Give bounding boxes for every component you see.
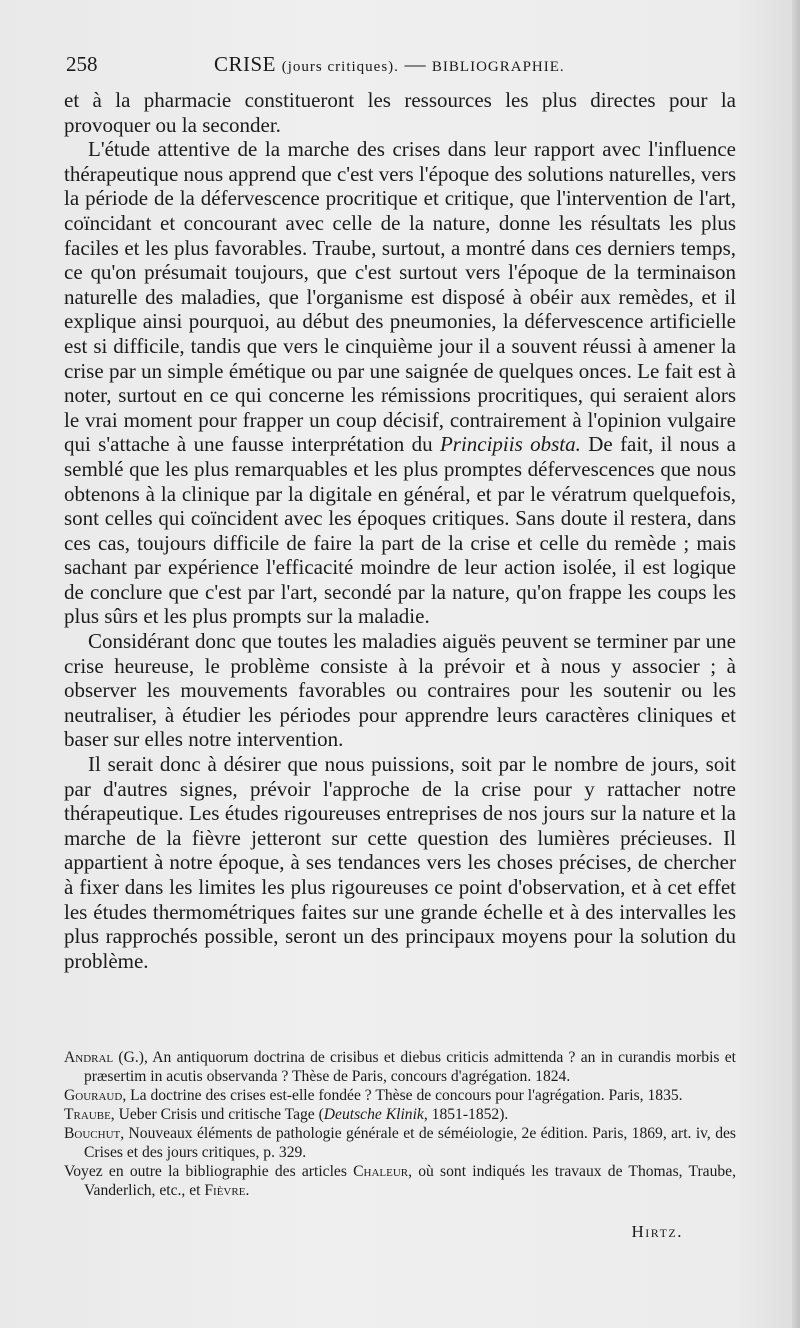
bibliography-entry [64,1162,736,1200]
entry-text: La doctrine des crises est-elle fondée ? Thèse de concours pour l'agrégation. Paris, 1835. [126,1087,683,1104]
latin-phrase: Principiis obsta. [439,432,581,457]
paragraph [64,137,736,629]
entry-author: Andral (G.), [64,1049,148,1066]
entry-author: Traube, [64,1106,115,1123]
entry-end: . [245,1182,250,1199]
paragraph-text: De fait, il nous a semblé que les plus remarquables et les plus promptes défervescences que nous obtenons à la clinique par la digitale en général, et par le vératrum quelquefois, sont celles qui coïncident avec les époques critiques. Sans doute il restera, dans ces cas, toujours difficile de faire la part de la crise et celle du remède ; mais sachant par expérience l'efficacité moindre de leur action isolée, il est logique de conclure que c'est par l'art, secondé par la nature, qu'on frappe les coups les plus sûrs et les plus prompts sur la maladie. [64,432,737,629]
entry-author: Bouchut, [64,1125,125,1142]
paragraph: Considérant donc que toutes les maladies aiguës peuvent se terminer par une crise heureuse, le problème consiste à la prévoir et à nous y associer ; à observer les mouvements favorables ou contraires pour les soutenir ou les neutraliser, à étudier les périodes pour apprendre leurs caractères cliniques et baser sur elles notre intervention. [64,629,736,752]
entry-journal: Deutsche Klinik [323,1106,424,1123]
entry-text: Ueber Crisis und critische Tage ( [114,1106,324,1123]
entry-ref: Fièvre [204,1182,246,1199]
entry-text: Voyez en outre la bibliographie des articles [64,1163,354,1180]
running-title [214,52,565,77]
entry-tail: , 1851-1852). [423,1106,509,1123]
bibliography-entry [64,1124,736,1162]
running-header [64,52,736,82]
page-edge [792,0,800,1328]
paragraph-text: L'étude attentive de la marche des crises dans leur rapport avec l'influence thérapeutique nous apprend que c'est vers l'époque des solutions naturelles, vers la période de la défervescence procritique et critique, que l'intervention de l'art, coïncidant et concourant avec celle de la nature, donne les résultats les plus faciles et les plus favorables. Traube, surtout, a montré dans ces derniers temps, ce qu'on présumait toujours, que c'est surtout vers l'époque de la terminaison naturelle des maladies, que l'organisme est disposé à obéir aux remèdes, et il explique ainsi pourquoi, au début des pneumonies, la défervescence artificielle est si difficile, tandis que vers le cinquième jour il a souvent réussi à amener la crise par un simple émétique ou par une saignée de quelques onces. Le fait est à noter, surtout en ce qui concerne les rémissions procritiques, qui seraient alors le vrai moment pour frapper un coup décisif, contrairement à l'opinion vulgaire qui s'attache à une fausse interprétation du [64,137,736,457]
bibliography-entry [64,1048,736,1086]
page-number: 258 [66,52,98,76]
author-signature: Hirtz. [631,1222,683,1241]
title-section: BIBLIOGRAPHIE. [431,59,565,75]
title-dash: — [404,52,427,76]
body-text [64,88,736,973]
entry-text: An antiquorum doctrina de crisibus et diebus criticis admittenda ? an in curandis morbis et præsertim in acutis observanda ? Thèse de Paris, concours d'agrégation. 1824. [84,1049,736,1085]
entry-text: , où sont indiqués les travaux de Thomas, Traube, Vanderlich, etc., et [84,1163,736,1199]
title-main: CRISE [214,52,277,76]
paragraph: et à la pharmacie constitueront les ressources les plus directes pour la provoquer ou la seconder. [64,88,736,137]
paragraph: Il serait donc à désirer que nous puissions, soit par le nombre de jours, soit par d'autres signes, prévoir l'approche de la crise pour y rattacher notre thérapeutique. Les études rigoureuses entreprises de nos jours sur la nature et la marche de la fièvre jetteront sur cette question des lumières précieuses. Il appartient à notre époque, à ses tendances vers les choses précises, de chercher à fixer dans les limites les plus rigoureuses ce point d'observation, et à cet effet les études thermométriques faites sur une grande échelle et à des intervalles les plus rapprochés possible, seront un des principaux moyens pour la solution du problème. [64,752,736,973]
bibliography [64,1048,736,1200]
bibliography-entry [64,1086,736,1105]
entry-ref: Chaleur [353,1163,409,1180]
entry-author: Gouraud, [64,1087,127,1104]
entry-text: Nouveaux éléments de pathologie générale et de séméiologie, 2e édition. Paris, 1869, art. iv, des Crises et des jours critiques, p. 329. [84,1125,736,1161]
bibliography-entry [64,1105,736,1124]
title-sub: (jours critiques). [281,59,399,75]
